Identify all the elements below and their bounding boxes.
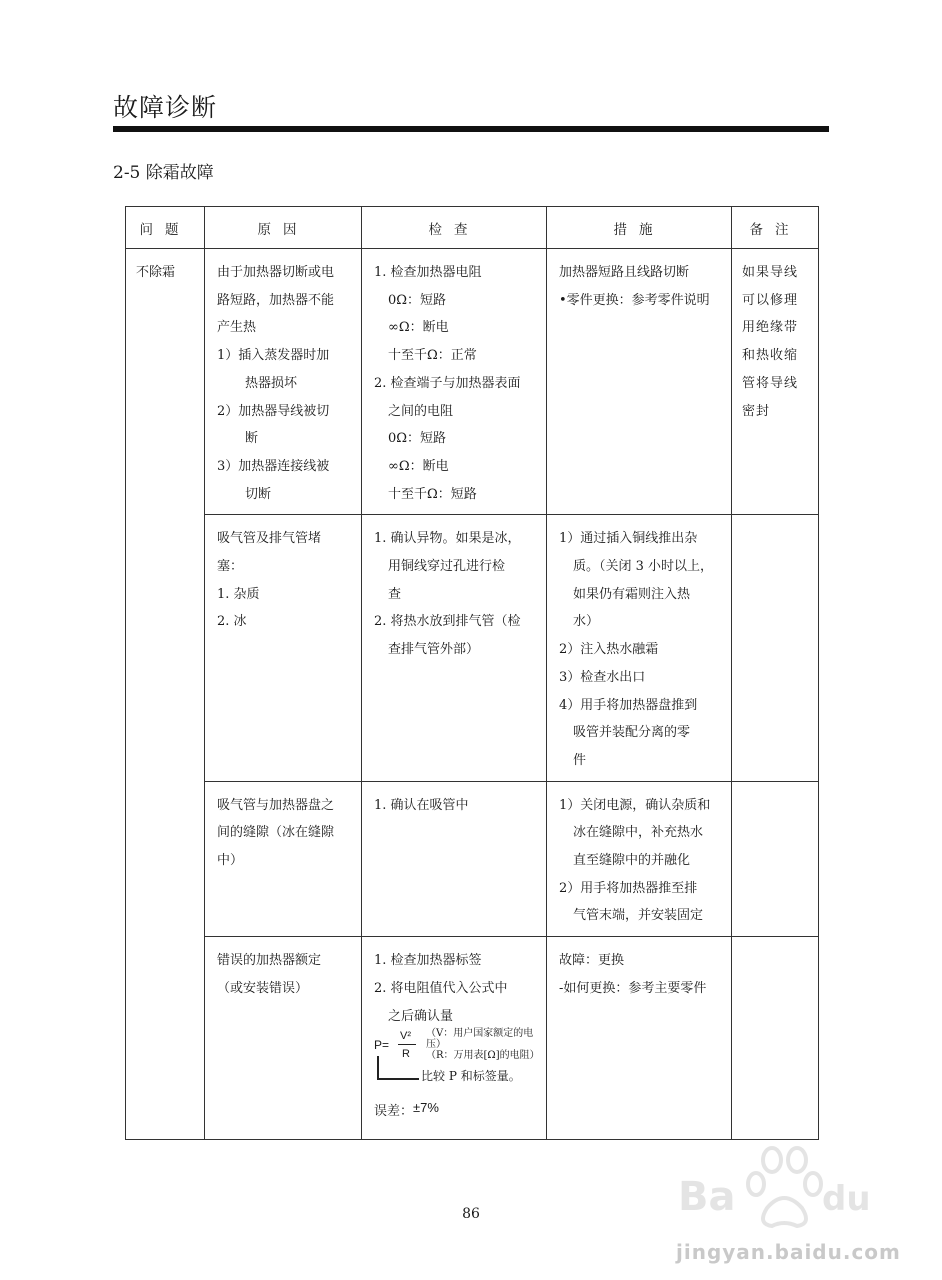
check-line: ∞Ω：断电: [388, 458, 449, 474]
check-line: 十至千Ω：正常: [388, 348, 477, 364]
note-line: 如果导线: [742, 265, 799, 280]
check-line: 之后确认量: [388, 1008, 454, 1024]
col-header-check: 检查: [362, 207, 547, 249]
col-header-problem: 问题: [126, 207, 205, 249]
action-cell: [547, 937, 732, 1140]
note-cell: [732, 781, 819, 937]
power-formula: [374, 1030, 540, 1088]
cause-line: 2）加热器导线被切: [217, 403, 330, 419]
formula-bracket: [377, 1056, 419, 1080]
action-cell: [547, 781, 732, 937]
check-line: 2. 检查端子与加热器表面: [374, 375, 521, 391]
action-line: 直至缝隙中的并融化: [573, 853, 691, 869]
check-line: 1. 检查加热器标签: [374, 953, 482, 969]
cause-line: 1. 杂质: [217, 586, 260, 602]
check-cell: [362, 937, 547, 1140]
note-line: 可以修理: [742, 292, 799, 308]
formula-note-r: （R：万用表[Ω]的电阻）: [426, 1050, 540, 1062]
action-line: 1）关闭电源，确认杂质和: [559, 797, 711, 813]
formula-r: R: [402, 1048, 410, 1061]
col-header-action: 措施: [547, 207, 732, 249]
problem-text: 不除霜: [136, 265, 176, 280]
formula-note-v: （V：用户国家额定的电压）: [426, 1028, 534, 1051]
cause-cell: [205, 781, 362, 937]
table-row: [126, 781, 819, 937]
svg-text:du: du: [822, 1179, 871, 1219]
check-line: 用铜线穿过孔进行检: [388, 559, 506, 575]
cause-cell: [205, 515, 362, 781]
cause-line: 中）: [217, 853, 244, 869]
check-line: 1. 检查加热器电阻: [374, 265, 482, 280]
page-title: 故障诊断: [113, 93, 218, 122]
col-header-cause: 原因: [205, 207, 362, 249]
formula-fraction-bar: [398, 1044, 416, 1045]
note-line: 和热收缩: [742, 348, 799, 364]
cause-line: 间的缝隙（冰在缝隙: [217, 825, 335, 841]
action-line: 冰在缝隙中，补充热水: [573, 825, 704, 841]
check-line: ∞Ω：断电: [388, 320, 449, 336]
check-line: 十至千Ω：短路: [388, 486, 477, 502]
action-line: 2）用手将加热器推至排: [559, 880, 698, 896]
error-label: 误差：: [374, 1104, 414, 1120]
cause-line: （或安装错误）: [217, 980, 309, 996]
check-cell: [362, 515, 547, 781]
error-line: [374, 1094, 540, 1126]
check-cell: [362, 249, 547, 515]
cause-line: 塞：: [217, 559, 244, 575]
action-line: -如何更换：参考主要零件: [559, 980, 707, 996]
check-line: 查排气管外部）: [388, 642, 480, 658]
check-line: 2. 将热水放到排气管（检: [374, 614, 521, 630]
cause-line: 由于加热器切断或电: [217, 265, 335, 280]
action-cell: [547, 249, 732, 515]
action-line: 质。（关闭 3 小时以上，: [573, 559, 714, 575]
note-line: 管将导线: [742, 375, 799, 391]
cause-line: 吸气管及排气管堵: [217, 531, 322, 547]
check-line: 之间的电阻: [388, 403, 454, 419]
cause-line: 1）插入蒸发器时加: [217, 348, 330, 364]
cause-cell: [205, 249, 362, 515]
check-cell: [362, 781, 547, 937]
action-line: 故障：更换: [559, 953, 625, 969]
problem-cell: [126, 249, 205, 1140]
error-value: ±7%: [413, 1100, 439, 1116]
note-line: 密封: [742, 403, 771, 419]
table-row: [126, 515, 819, 781]
check-line: 查: [388, 586, 402, 602]
action-line: 4）用手将加热器盘推到: [559, 697, 698, 713]
table-row: [126, 249, 819, 515]
action-line: 加热器短路且线路切断: [559, 265, 690, 280]
watermark-text: jingyan.baidu.com: [676, 1240, 901, 1264]
cause-line: 切断: [245, 486, 272, 502]
cause-cell: [205, 937, 362, 1140]
action-line: 1）通过插入铜线推出杂: [559, 531, 698, 547]
formula-v2: V²: [400, 1030, 411, 1043]
cause-line: 热器损坏: [245, 375, 298, 391]
section-title: 2-5 除霜故障: [113, 163, 214, 183]
check-line: 1. 确认在吸管中: [374, 797, 469, 813]
note-cell: [732, 515, 819, 781]
cause-line: 路短路，加热器不能: [217, 292, 335, 308]
cause-line: 2. 冰: [217, 614, 247, 630]
cause-line: 3）加热器连接线被: [217, 458, 330, 474]
action-line: 件: [573, 752, 587, 768]
note-cell: [732, 249, 819, 515]
check-line: 0Ω：短路: [388, 292, 447, 308]
check-line: 0Ω：短路: [388, 431, 447, 447]
action-line: 水）: [573, 614, 600, 630]
diagnosis-table: [125, 206, 819, 1140]
action-line: 如果仍有霜则注入热: [573, 586, 691, 602]
action-line: 2）注入热水融霜: [559, 642, 659, 658]
action-line: 气管末端，并安装固定: [573, 908, 704, 924]
action-line: •零件更换：参考零件说明: [559, 292, 710, 308]
check-line: 1. 确认异物。如果是冰，: [374, 531, 521, 547]
action-cell: [547, 515, 732, 781]
formula-p: P=: [374, 1038, 390, 1053]
cause-line: 产生热: [217, 320, 257, 336]
col-header-note: 备注: [732, 207, 819, 249]
table-header-row: [126, 207, 819, 249]
action-line: 3）检查水出口: [559, 669, 646, 685]
cause-line: 断: [245, 431, 259, 447]
title-rule: [113, 126, 829, 132]
table-row: [126, 937, 819, 1140]
page-number: 86: [462, 1206, 480, 1222]
cause-line: 吸气管与加热器盘之: [217, 797, 335, 813]
note-line: 用绝缘带: [742, 320, 799, 336]
cause-line: 错误的加热器额定: [217, 953, 322, 969]
note-cell: [732, 937, 819, 1140]
check-line: 2. 将电阻值代入公式中: [374, 980, 508, 996]
formula-compare: 比较 P 和标签量。: [421, 1069, 521, 1084]
svg-text:Ba: Ba: [678, 1174, 736, 1220]
action-line: 吸管并装配分离的零: [573, 725, 691, 741]
